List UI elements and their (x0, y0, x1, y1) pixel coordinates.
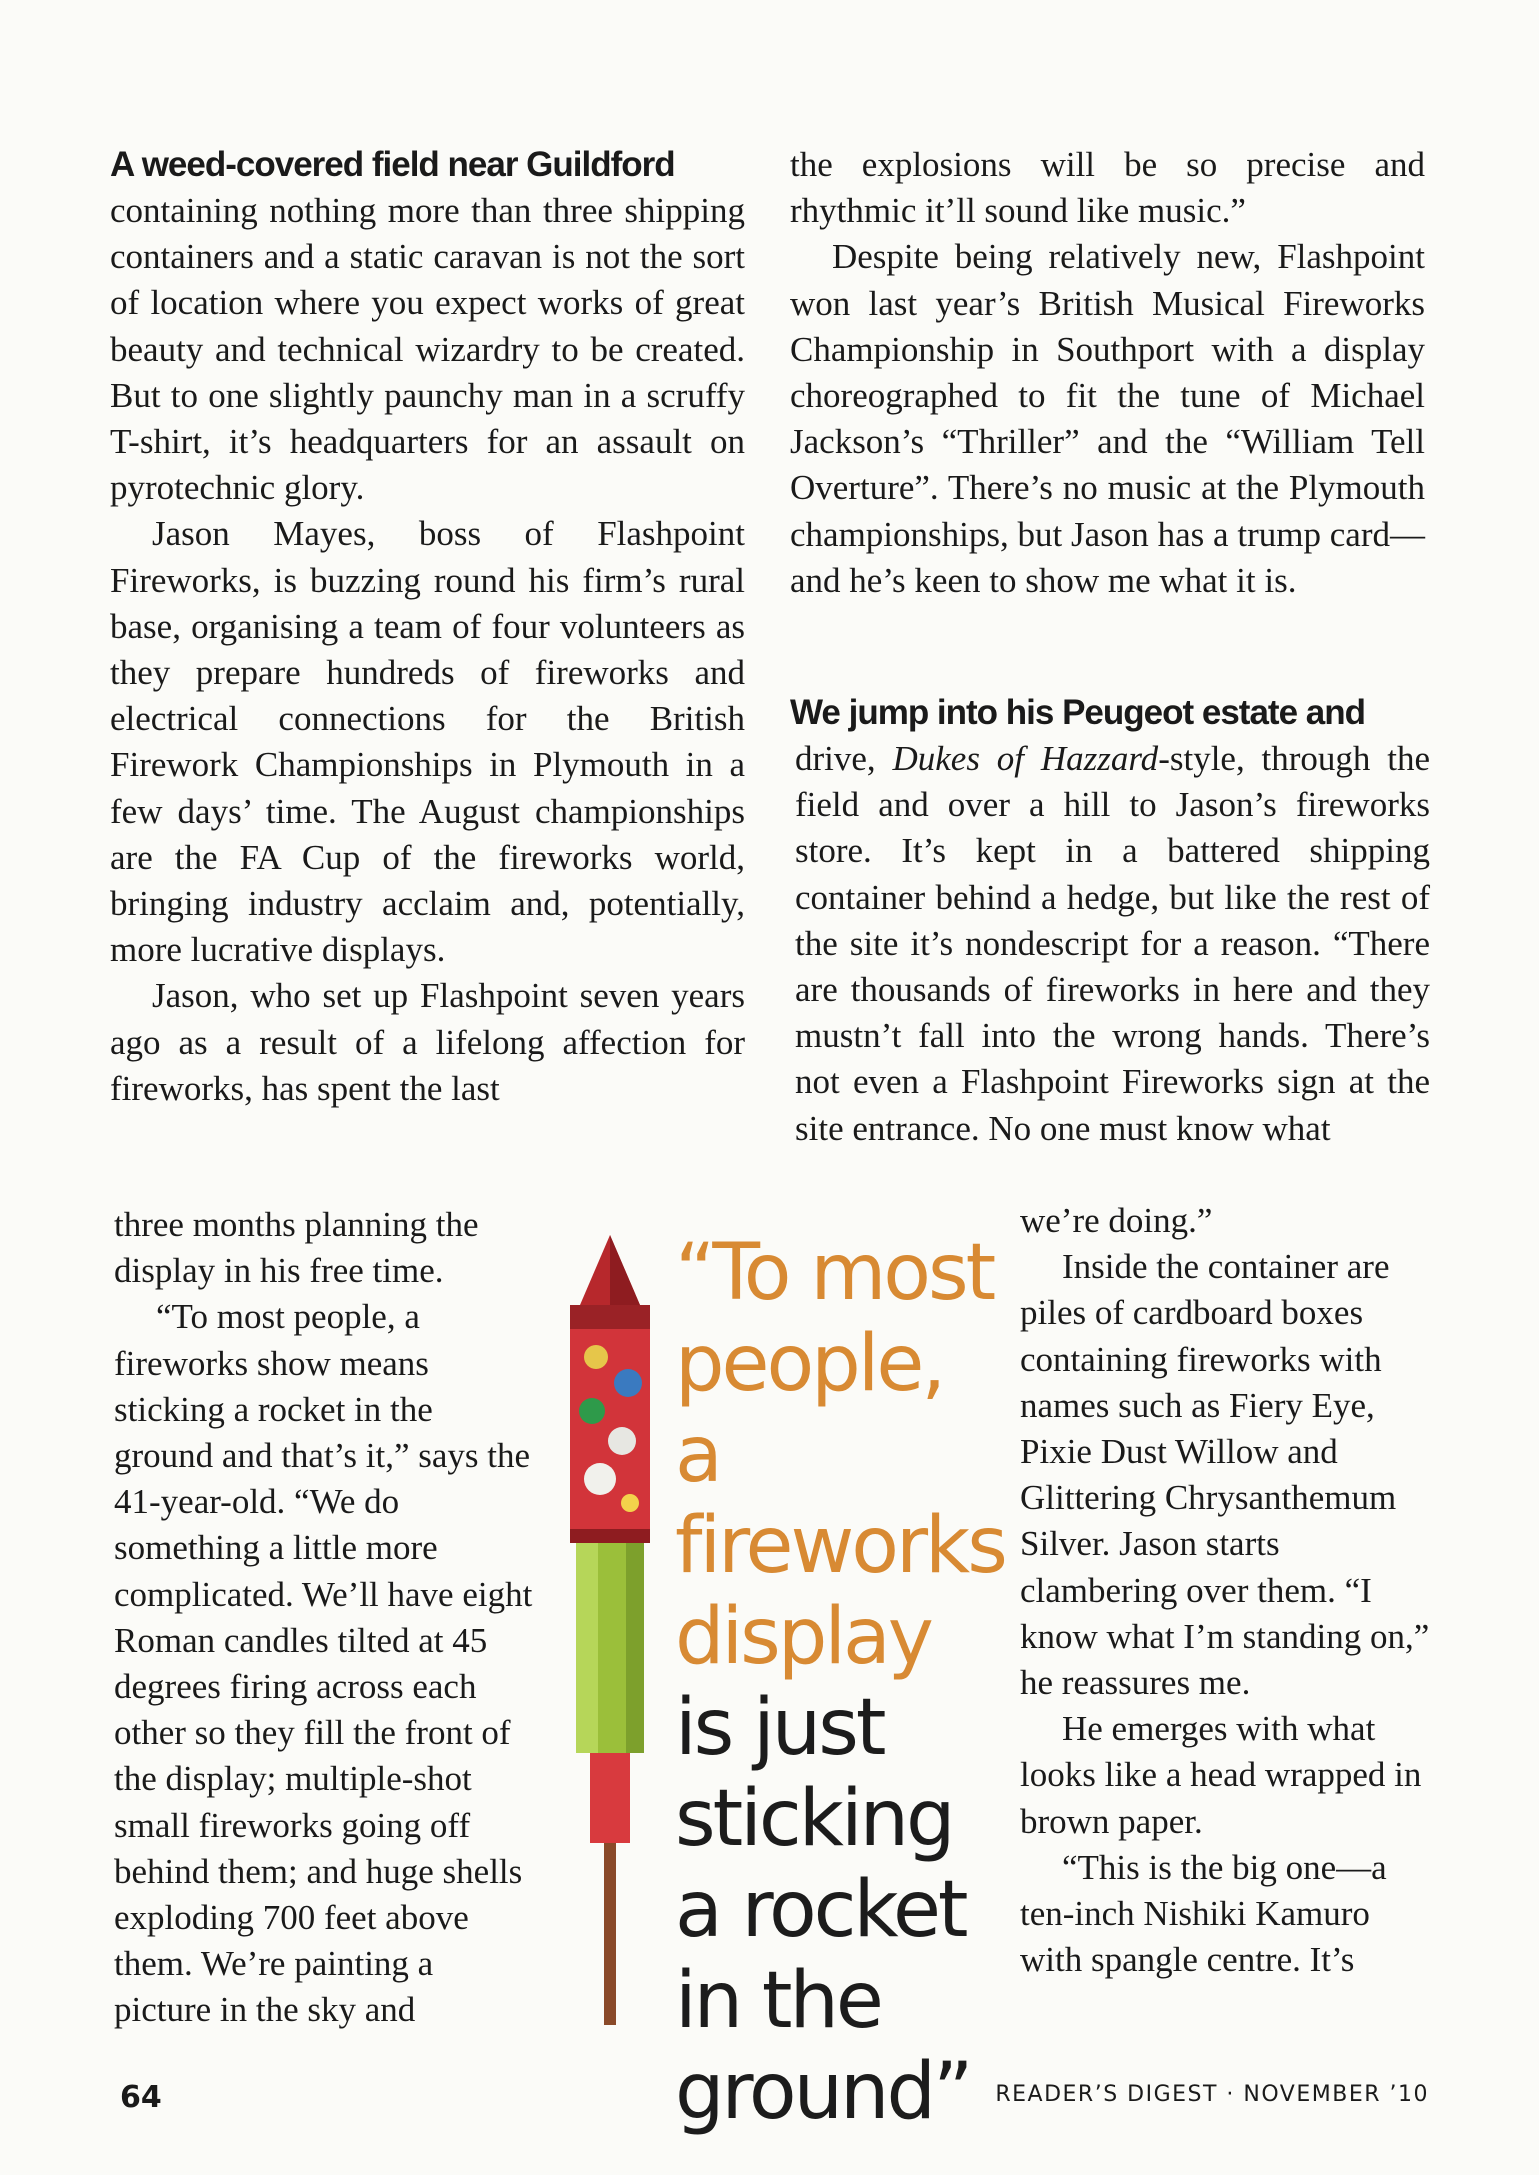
left-column-body (110, 188, 745, 1112)
paragraph (795, 736, 1430, 1152)
paragraph: three months planning the display in his free time. (114, 1205, 479, 1291)
page-number: 64 (120, 2080, 162, 2115)
pull-quote-line: people, a (675, 1319, 944, 1500)
paragraph: Jason Mayes, boss of Flashpoint Fireworks, is buzzing round his firm’s rural base, organising a team of four volunteers as they prepare hundreds of fireworks and electrical connections for the British Firework Championships in Plymouth in a few days’ time. The August championships are the FA Cup of the fireworks world, bringing industry acclaim and, potentially, more lucrative displays. (110, 514, 745, 970)
pull-quote-line: is just (675, 1683, 884, 1773)
text-run: -style, through the field and over a hill to Jason’s fireworks store. It’s kept in a battered shipping container behind a hedge, but like the rest of the site it’s nondescript for a reason. “There are thousands of fireworks in here and they mustn’t fall into the wrong hands. There’s not even a Flashpoint Fireworks sign at the site entrance. No one must know what (795, 739, 1430, 1148)
pull-quote (675, 1228, 1005, 2138)
paragraph: “This is the big one—a ten-inch Nishiki Kamuro with spangle centre. It’s (1020, 1847, 1387, 1980)
pull-quote-line: sticking (675, 1774, 953, 1864)
paragraph: the explosions will be so precise and rhythmic it’ll sound like music.” (790, 145, 1425, 231)
publication-footer: READER’S DIGEST · NOVEMBER ’10 (995, 2082, 1429, 2107)
right-narrow-column (1020, 1198, 1430, 1983)
pull-quote-line: display (675, 1592, 931, 1682)
quote-paragraph: “To most people, a fireworks show means sticking a rocket in the ground and that’s it,” says the 41-year-old. “We do something a little more complicated. We’ll have eight Roman candles tilted at 45 degrees firing across each other so they fill the front of the display; multiple-shot small fireworks going off behind them; and huge shells exploding 700 feet above them. We’re painting a picture in the sky and (114, 1297, 533, 2030)
right-column-body (790, 142, 1425, 604)
right-column-middle (795, 736, 1430, 1152)
pull-quote-line: ground” (675, 2047, 971, 2137)
paragraph: we’re doing.” (1020, 1201, 1213, 1240)
pull-quote-line: in the (675, 1956, 881, 2046)
pull-quote-line: “To most (675, 1228, 994, 1318)
paragraph: Jason, who set up Flashpoint seven years ago as a result of a lifelong affection for fireworks, has spent the last (110, 976, 745, 1108)
paragraph: He emerges with what looks like a head wrapped in brown paper. (1020, 1709, 1422, 1841)
left-narrow-column (114, 1202, 539, 2034)
text-run: drive, (795, 739, 893, 778)
pull-quote-line: a rocket (675, 1865, 966, 1955)
paragraph: Inside the container are piles of cardboard boxes containing fireworks with names such as Fiery Eye, Pixie Dust Willow and Glittering Chrysanthemum Silver. Jason starts clambering over them. “I know what I’m standing on,” he reassures me. (1020, 1247, 1430, 1703)
right-lead-in: We jump into his Peugeot estate and (790, 693, 1365, 732)
paragraph: containing nothing more than three shipping containers and a static caravan is not the sort of location where you expect works of great beauty and technical wizardry to be created. But to one slightly paunchy man in a scruffy T-shirt, it’s headquarters for an assault on pyrotechnic glory. (110, 191, 745, 508)
left-lead-in: A weed-covered field near Guildford (110, 145, 675, 184)
pull-quote-line: fireworks (675, 1501, 1005, 1591)
firework-rocket-icon (560, 1235, 660, 2025)
paragraph: Despite being relatively new, Flashpoint won last year’s British Musical Fireworks Championship in Southport with a display choreographed to fit the tune of Michael Jackson’s “Thriller” and the “William Tell Overture”. There’s no music at the Plymouth championships, but Jason has a trump card—and he’s keen to show me what it is. (790, 237, 1425, 600)
italic-title: Dukes of Hazzard (892, 739, 1159, 778)
